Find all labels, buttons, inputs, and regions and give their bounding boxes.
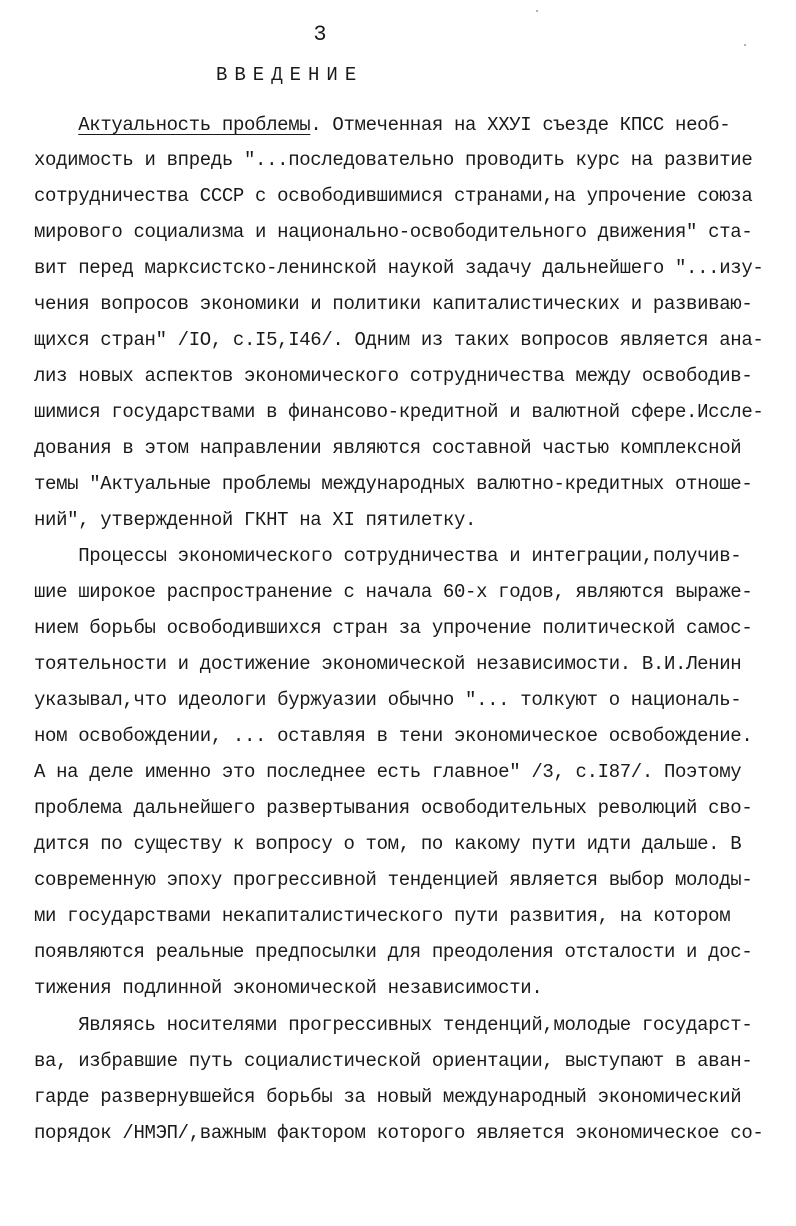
text-line: ми государствами некапиталистического пути развития, на котором <box>34 905 731 927</box>
text-line: проблема дальнейшего развертывания освободительных революций сво- <box>34 797 753 819</box>
text-line: шие широкое распространение с начала 60-х годов, являются выраже- <box>34 581 753 603</box>
scan-speck <box>536 10 538 12</box>
text-line: гарде развернувшейся борьбы за новый международный экономический <box>34 1086 742 1108</box>
text-line: вит перед марксистско-ленинской наукой задачу дальнейшего "...изу- <box>34 257 764 279</box>
text-line: лиз новых аспектов экономического сотрудничества между освободив- <box>34 365 753 387</box>
text-line-rest: . Отмеченная на ХХУI съезде КПСС необ- <box>310 114 731 136</box>
text-line: появляются реальные предпосылки для преодоления отсталости и дос- <box>34 941 753 963</box>
text-line: щихся стран" /IO, с.I5,I46/. Одним из таких вопросов является ана- <box>34 329 764 351</box>
section-lead-underlined: Актуальность проблемы <box>78 114 311 136</box>
text-line: темы "Актуальные проблемы международных валютно-кредитных отноше- <box>34 473 753 495</box>
text-line: сотрудничества СССР с освободившимися странами,на упрочение союза <box>34 185 753 207</box>
text-line: Процессы экономического сотрудничества и интеграции,получив- <box>34 545 742 567</box>
page-number: 3 <box>313 22 327 47</box>
text-line: А на деле именно это последнее есть главное" /3, с.I87/. Поэтому <box>34 761 742 783</box>
page-heading: ВВЕДЕНИЕ <box>216 64 364 86</box>
text-line: порядок /НМЭП/,важным фактором которого является экономическое со- <box>34 1122 764 1144</box>
text-line: современную эпоху прогрессивной тенденцией является выбор молоды- <box>34 869 753 891</box>
text-line: ний", утвержденной ГКНТ на XI пятилетку. <box>34 509 477 531</box>
text-line: Являясь носителями прогрессивных тенденций,молодые государст- <box>34 1014 753 1036</box>
scan-speck <box>744 44 746 46</box>
text-line: ва, избравшие путь социалистической ориентации, выступают в аван- <box>34 1050 753 1072</box>
text-line: ном освобождении, ... оставляя в тени экономическое освобождение. <box>34 725 753 747</box>
text-line: тижения подлинной экономической независимости. <box>34 977 543 999</box>
text-line: ходимость и впредь "...последовательно проводить курс на развитие <box>34 149 753 171</box>
text-line: шимися государствами в финансово-кредитной и валютной сфере.Иссле- <box>34 401 764 423</box>
text-line: нием борьбы освободившихся стран за упрочение политической самос- <box>34 617 753 639</box>
text-line: мирового социализма и национально-освободительного движения" ста- <box>34 221 753 243</box>
text-line: чения вопросов экономики и политики капиталистических и развиваю- <box>34 293 753 315</box>
text-line: дится по существу к вопросу о том, по какому пути идти дальше. В <box>34 833 742 855</box>
text-line: указывал,что идеологи буржуазии обычно "... толкуют о националь- <box>34 689 742 711</box>
text-line: тоятельности и достижение экономической независимости. В.И.Ленин <box>34 653 742 675</box>
text-line <box>34 113 730 137</box>
text-line: дования в этом направлении являются составной частью комплексной <box>34 437 742 459</box>
